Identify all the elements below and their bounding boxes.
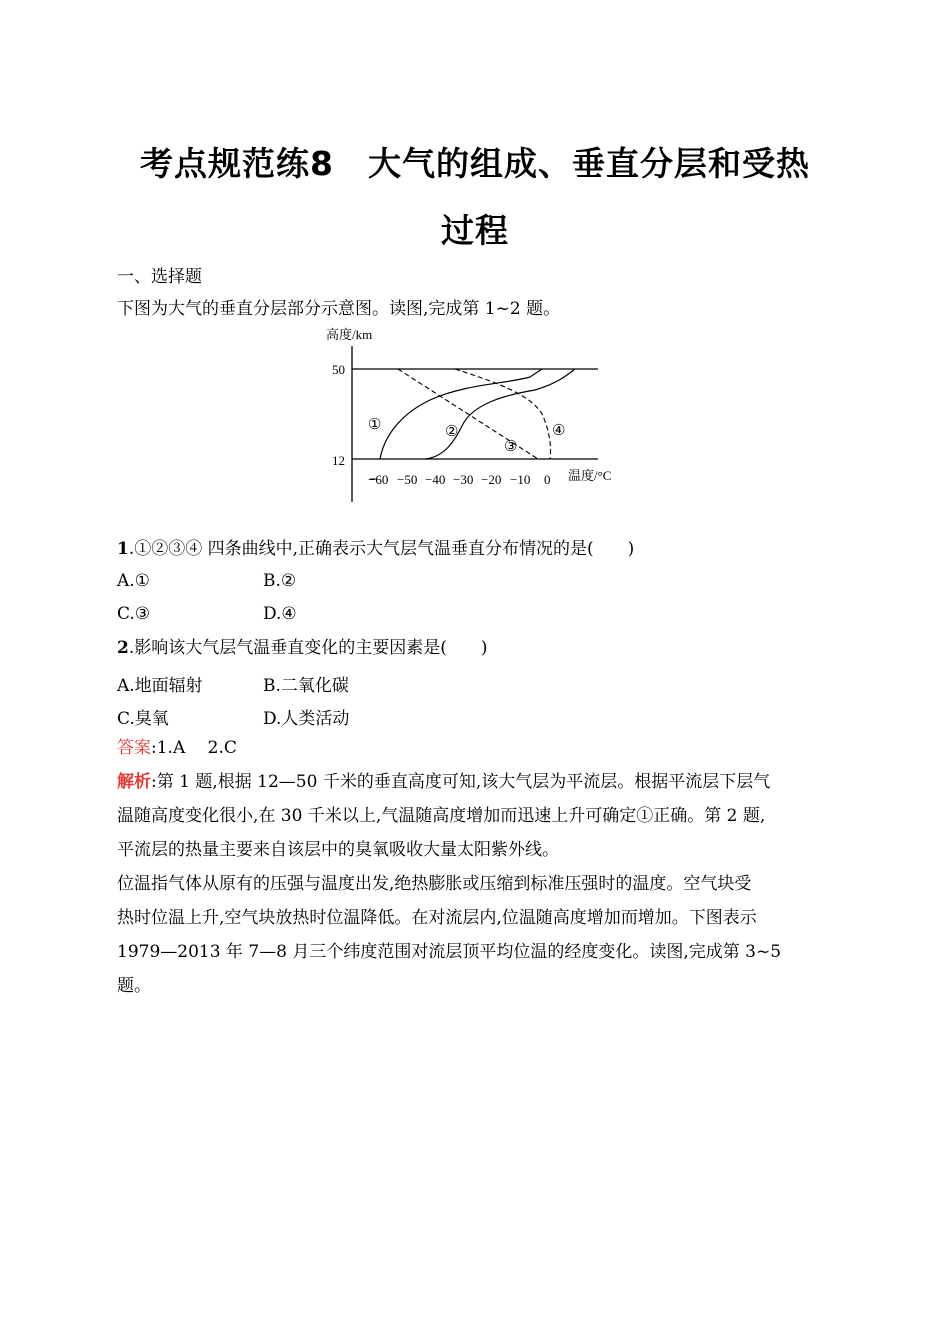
x-tick-minus10: −10 <box>510 472 531 487</box>
y-axis-label: 高度/km <box>326 327 373 342</box>
section-heading: 一、选择题 <box>117 267 202 287</box>
analysis-label: 解析 <box>117 772 151 792</box>
y-tick-12: 12 <box>332 453 345 468</box>
q1-option-a: A.① <box>117 571 150 591</box>
intro-text-q1-2: 下图为大气的垂直分层部分示意图。读图,完成第 1~2 题。 <box>117 299 561 319</box>
question-2 <box>117 637 488 659</box>
para2-line-3: 1979—2013 年 7—8 月三个纬度范围对流层顶平均位温的经度变化。读图,完成第 3~5 <box>117 942 782 962</box>
y-tick-50: 50 <box>332 362 345 377</box>
curve-1 <box>380 369 542 459</box>
para2-line-1: 位温指气体从原有的压强与温度出发,绝热膨胀或压缩到标准压强时的温度。空气块受 <box>117 874 752 894</box>
q2-option-b: B.二氧化碳 <box>263 676 349 696</box>
question-1-text: .①②③④ 四条曲线中,正确表示大气层气温垂直分布情况的是( ) <box>128 539 635 559</box>
para2-line-4: 题。 <box>117 976 151 996</box>
analysis-line-2: 温随高度变化很小,在 30 千米以上,气温随高度增加而迅速上升可确定①正确。第 2 题, <box>117 806 766 826</box>
page-title-line1: 考点规范练8 大气的组成、垂直分层和受热 <box>140 144 810 183</box>
question-2-text: .影响该大气层气温垂直变化的主要因素是( ) <box>128 638 488 658</box>
answer-line <box>117 737 237 759</box>
q1-option-b: B.② <box>263 571 297 591</box>
question-2-number: 2 <box>117 638 129 658</box>
analysis-line-3: 平流层的热量主要来自该层中的臭氧吸收大量太阳紫外线。 <box>117 840 559 860</box>
answer-label: 答案 <box>117 738 151 758</box>
x-tick-minus20: −20 <box>481 472 502 487</box>
stratification-figure <box>320 322 640 507</box>
q2-option-d: D.人类活动 <box>263 709 350 729</box>
question-1 <box>117 538 634 560</box>
q1-option-d: D.④ <box>263 604 297 624</box>
q2-option-a: A.地面辐射 <box>117 676 203 696</box>
page-title-line2: 过程 <box>441 211 509 250</box>
x-tick-0: 0 <box>544 472 551 487</box>
x-tick-minus40: −40 <box>425 472 446 487</box>
analysis-line-1 <box>117 771 770 793</box>
x-tick-minus60: −60 <box>368 472 389 487</box>
answer-text: :1.A 2.C <box>151 738 237 758</box>
analysis-text-1: :第 1 题,根据 12—50 千米的垂直高度可知,该大气层为平流层。根据平流层下层气 <box>151 772 771 792</box>
para2-line-2: 热时位温上升,空气块放热时位温降低。在对流层内,位温随高度增加而增加。下图表示 <box>117 908 757 928</box>
curve-label-3: ③ <box>504 439 518 455</box>
curve-label-1: ① <box>368 417 382 433</box>
q2-option-c: C.臭氧 <box>117 709 169 729</box>
x-tick-minus50: −50 <box>397 472 418 487</box>
curve-label-4: ④ <box>552 423 566 439</box>
x-tick-minus30: −30 <box>453 472 474 487</box>
q1-option-c: C.③ <box>117 604 151 624</box>
curve-label-2: ② <box>445 424 459 440</box>
x-axis-label: 温度/°C <box>568 468 612 483</box>
question-1-number: 1 <box>117 539 129 559</box>
